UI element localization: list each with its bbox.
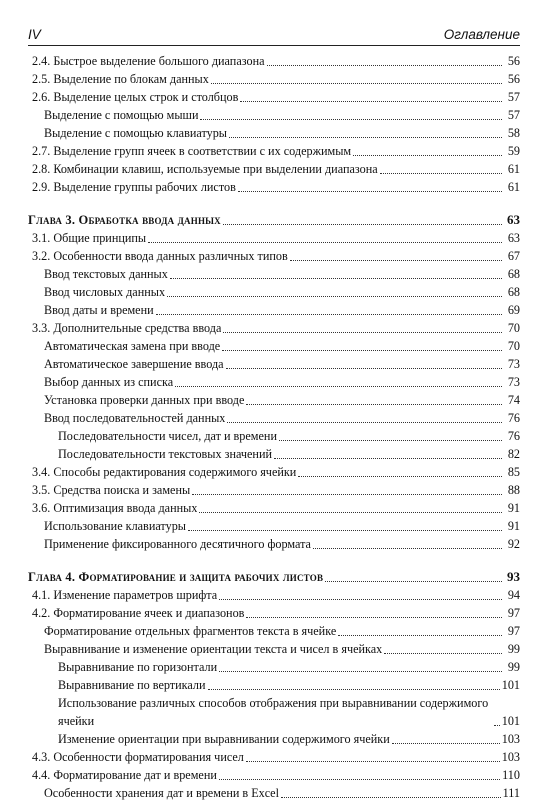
toc-entry[interactable] xyxy=(28,337,520,355)
toc-entry-title: Ввод даты и времени xyxy=(44,303,154,317)
toc-entry-page: 74 xyxy=(507,393,520,407)
toc-entry-title: Автоматическое завершение ввода xyxy=(44,357,224,371)
toc-entry-page: 101 xyxy=(501,714,520,728)
toc-entry-title: 2.6. Выделение целых строк и столбцов xyxy=(32,90,239,104)
dot-leader xyxy=(223,223,502,225)
page-header xyxy=(28,0,520,46)
toc-entry-title: 2.7. Выделение групп ячеек в соответствии с их содержимым xyxy=(32,144,352,158)
toc-entry-page: 92 xyxy=(507,537,520,551)
toc-entry-page: 67 xyxy=(507,249,520,263)
page-number: IV xyxy=(28,27,41,42)
toc-entry[interactable] xyxy=(28,70,520,88)
toc-entry[interactable] xyxy=(28,178,520,196)
toc-entry-page: 110 xyxy=(502,768,520,782)
dot-leader xyxy=(170,277,502,279)
toc-entry-title: 3.6. Оптимизация ввода данных xyxy=(32,501,198,515)
toc-entry-title: 3.5. Средства поиска и замены xyxy=(32,483,191,497)
toc-entry-page: 70 xyxy=(507,321,520,335)
toc-entry[interactable] xyxy=(28,586,520,604)
toc-entry[interactable] xyxy=(28,52,520,70)
dot-leader xyxy=(353,154,502,156)
toc-entry-title: 4.2. Форматирование ячеек и диапазонов xyxy=(32,606,245,620)
toc-entry-page: 93 xyxy=(507,569,520,584)
dot-leader xyxy=(226,367,502,369)
toc-entry-title: Выделение с помощью клавиатуры xyxy=(44,126,227,140)
toc-entry[interactable] xyxy=(28,676,520,694)
toc-entry-page: 63 xyxy=(507,231,520,245)
dot-leader xyxy=(167,295,502,297)
toc-entry[interactable] xyxy=(28,463,520,481)
toc-entry-page: 91 xyxy=(507,501,520,515)
toc-entry-page: 99 xyxy=(507,660,520,674)
dot-leader xyxy=(223,331,502,333)
toc-entry-page: 57 xyxy=(507,90,520,104)
dot-leader xyxy=(240,100,502,102)
toc-entry-page: 76 xyxy=(507,429,520,443)
toc-entry-title: Использование различных способов отображения при выравнивании содержимого ячейки xyxy=(58,696,489,728)
dot-leader xyxy=(156,313,502,315)
toc-entry-page: 57 xyxy=(507,108,520,122)
toc-entry-page: 99 xyxy=(507,642,520,656)
dot-leader xyxy=(494,724,500,726)
toc-entry-title: Особенности хранения дат и времени в Excel xyxy=(44,786,279,800)
toc-entry[interactable] xyxy=(28,481,520,499)
toc-entry[interactable] xyxy=(28,766,520,784)
toc-entry-page: 61 xyxy=(507,162,520,176)
toc-entry-page: 73 xyxy=(507,357,520,371)
toc-entry[interactable] xyxy=(28,88,520,106)
toc-entry-title: Ввод числовых данных xyxy=(44,285,166,299)
dot-leader xyxy=(238,190,502,192)
toc-entry[interactable] xyxy=(28,445,520,463)
toc-entry-title: Глава 3. Обработка ввода данных xyxy=(28,213,221,227)
toc-entry[interactable] xyxy=(28,160,520,178)
toc-entry[interactable] xyxy=(28,694,520,730)
toc-entry[interactable] xyxy=(28,658,520,676)
toc-entry[interactable] xyxy=(28,283,520,301)
toc-entry[interactable] xyxy=(28,748,520,766)
toc-entry-page: 69 xyxy=(507,303,520,317)
toc-entry-page: 56 xyxy=(507,54,520,68)
dot-leader xyxy=(380,172,502,174)
toc-entry-page: 103 xyxy=(501,750,520,764)
toc-entry[interactable] xyxy=(28,319,520,337)
toc-entry-title: Ввод последовательностей данных xyxy=(44,411,226,425)
toc-entry-page: 91 xyxy=(507,519,520,533)
toc-entry-page: 68 xyxy=(507,285,520,299)
toc-entry[interactable] xyxy=(28,784,520,802)
toc-entry[interactable] xyxy=(28,265,520,283)
toc-entry-page: 97 xyxy=(507,624,520,638)
dot-leader xyxy=(281,796,501,798)
toc-entry-title: Выделение с помощью мыши xyxy=(44,108,199,122)
toc-entry-title: Глава 4. Форматирование и защита рабочих листов xyxy=(28,570,324,584)
toc-entry-title: 2.8. Комбинации клавиш, используемые при выделении диапазона xyxy=(32,162,378,176)
toc-entry[interactable] xyxy=(28,427,520,445)
dot-leader xyxy=(392,742,500,744)
toc-entry[interactable] xyxy=(28,730,520,748)
toc-entry-page: 85 xyxy=(507,465,520,479)
dot-leader xyxy=(211,82,502,84)
toc-entry-title: Автоматическая замена при вводе xyxy=(44,339,221,353)
running-title: Оглавление xyxy=(443,27,520,42)
toc-chapter-entry[interactable] xyxy=(28,209,520,229)
toc-entry[interactable] xyxy=(28,355,520,373)
dot-leader xyxy=(325,580,502,582)
dot-leader xyxy=(208,688,500,690)
toc-entry[interactable] xyxy=(28,517,520,535)
dot-leader xyxy=(192,493,502,495)
toc-entry-page: 59 xyxy=(507,144,520,158)
toc-entry-page: 56 xyxy=(507,72,520,86)
toc-entry-title: 4.4. Форматирование дат и времени xyxy=(32,768,217,782)
toc-entry-page: 111 xyxy=(502,786,520,800)
toc-entry[interactable] xyxy=(28,391,520,409)
toc-entry-title: 2.9. Выделение группы рабочих листов xyxy=(32,180,236,194)
dot-leader xyxy=(219,598,502,600)
dot-leader xyxy=(313,547,502,549)
toc-entry-title: 4.3. Особенности форматирования чисел xyxy=(32,750,244,764)
dot-leader xyxy=(279,439,502,441)
toc-entry-page: 76 xyxy=(507,411,520,425)
toc-entry-page: 103 xyxy=(501,732,520,746)
toc-entry-title: 4.1. Изменение параметров шрифта xyxy=(32,588,218,602)
dot-leader xyxy=(246,403,502,405)
toc-entry[interactable] xyxy=(28,106,520,124)
toc-entry[interactable] xyxy=(28,142,520,160)
toc-entry[interactable] xyxy=(28,301,520,319)
dot-leader xyxy=(267,64,503,66)
toc-entry-title: Использование клавиатуры xyxy=(44,519,186,533)
toc-entry-page: 70 xyxy=(507,339,520,353)
dot-leader xyxy=(199,511,502,513)
toc-entry-title: Ввод текстовых данных xyxy=(44,267,168,281)
dot-leader xyxy=(219,778,500,780)
toc-entry-title: Установка проверки данных при вводе xyxy=(44,393,245,407)
toc-entry-page: 94 xyxy=(507,588,520,602)
toc-entry-page: 58 xyxy=(507,126,520,140)
toc-entry[interactable] xyxy=(28,247,520,265)
toc-entry-title: 2.4. Быстрое выделение большого диапазона xyxy=(32,54,265,68)
table-of-contents xyxy=(28,52,520,802)
toc-entry[interactable] xyxy=(28,640,520,658)
toc-entry-title: 3.1. Общие принципы xyxy=(32,231,147,245)
toc-entry-page: 63 xyxy=(507,212,520,227)
toc-entry[interactable] xyxy=(28,229,520,247)
dot-leader xyxy=(188,529,502,531)
dot-leader xyxy=(227,421,502,423)
toc-entry-title: Форматирование отдельных фрагментов текста в ячейке xyxy=(44,624,337,638)
toc-entry[interactable] xyxy=(28,373,520,391)
toc-entry[interactable] xyxy=(28,622,520,640)
dot-leader xyxy=(175,385,502,387)
toc-entry-title: Выравнивание по вертикали xyxy=(58,678,206,692)
toc-entry[interactable] xyxy=(28,604,520,622)
toc-entry-page: 101 xyxy=(501,678,520,692)
dot-leader xyxy=(290,259,502,261)
dot-leader xyxy=(338,634,502,636)
toc-entry-page: 82 xyxy=(507,447,520,461)
dot-leader xyxy=(200,118,502,120)
dot-leader xyxy=(246,616,502,618)
dot-leader xyxy=(384,652,502,654)
dot-leader xyxy=(274,457,502,459)
toc-entry-title: Выравнивание и изменение ориентации текста и чисел в ячейках xyxy=(44,642,383,656)
dot-leader xyxy=(222,349,502,351)
toc-entry[interactable] xyxy=(28,124,520,142)
toc-entry-title: 3.3. Дополнительные средства ввода xyxy=(32,321,222,335)
toc-entry-title: 3.2. Особенности ввода данных различных типов xyxy=(32,249,288,263)
dot-leader xyxy=(246,760,500,762)
toc-entry-title: Выбор данных из списка xyxy=(44,375,174,389)
dot-leader xyxy=(148,241,502,243)
toc-entry-page: 68 xyxy=(507,267,520,281)
toc-entry-title: 3.4. Способы редактирования содержимого ячейки xyxy=(32,465,297,479)
toc-entry-page: 61 xyxy=(507,180,520,194)
toc-entry-title: Выравнивание по горизонтали xyxy=(58,660,218,674)
toc-entry[interactable] xyxy=(28,499,520,517)
toc-entry-title: Последовательности текстовых значений xyxy=(58,447,272,461)
toc-entry-title: Применение фиксированного десятичного формата xyxy=(44,537,311,551)
toc-entry-page: 88 xyxy=(507,483,520,497)
dot-leader xyxy=(229,136,502,138)
toc-entry-title: 2.5. Выделение по блокам данных xyxy=(32,72,209,86)
toc-entry[interactable] xyxy=(28,409,520,427)
toc-entry-title: Последовательности чисел, дат и времени xyxy=(58,429,277,443)
toc-entry-title: Изменение ориентации при выравнивании содержимого ячейки xyxy=(58,732,390,746)
toc-chapter-entry[interactable] xyxy=(28,566,520,586)
dot-leader xyxy=(298,475,502,477)
toc-entry-page: 97 xyxy=(507,606,520,620)
toc-entry-page: 73 xyxy=(507,375,520,389)
toc-entry[interactable] xyxy=(28,535,520,553)
dot-leader xyxy=(219,670,502,672)
